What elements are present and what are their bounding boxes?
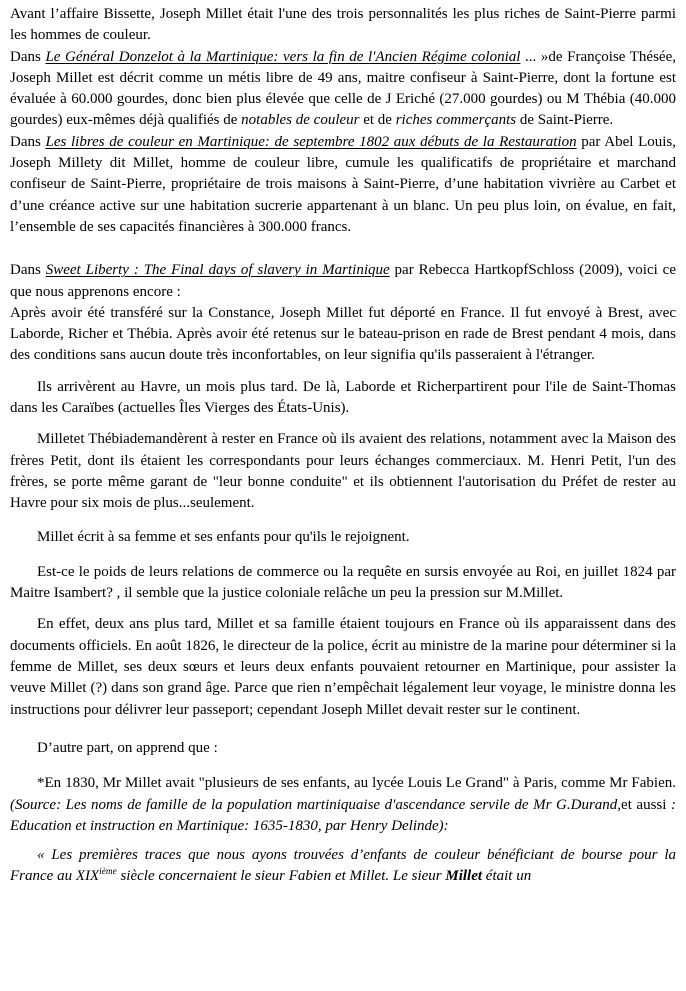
- book-title: Les libres de couleur en Martinique: de septembre 1802 aux débuts de la Restauration: [45, 133, 577, 150]
- paragraph-deportation: [10, 303, 676, 367]
- text-segment: : Education et instruction en Martinique: 1635-1830, par Henry Delinde):: [10, 796, 676, 834]
- paragraph-bissette-intro: [10, 4, 676, 47]
- text-segment: Dans: [10, 262, 46, 279]
- text-segment: était un: [482, 868, 532, 885]
- paragraph-arrivee-havre: [10, 377, 676, 420]
- paragraph-lettre-famille: [10, 527, 676, 548]
- text-segment: par Abel Louis, Joseph Millety dit Millet, homme de couleur libre, cumule les qualificatifs de propriétaire et marchand confiseur de Saint-Pierre, propriétaire de trois maisons à Saint-Pierre, d’une habitation vivrière au Carbet et d’une créance active sur une habitation sucrerie appartenant à un blanc. Un peu plus loin, on évalue, en fait, l’ensemble de ses capacités financières à 300.000 francs.: [10, 133, 677, 235]
- paragraph-sweet-liberty-source: [10, 260, 676, 303]
- book-title: Sweet Liberty : The Final days of slavery in Martinique: [45, 262, 390, 279]
- text-segment: par Rebecca HartkopfSchloss (2009), voici ce que nous apprenons encore :: [10, 262, 676, 300]
- text-segment: (Source: Les noms de famille de la population martiniquaise d'ascendance servile de Mr G.Durand,: [10, 796, 622, 813]
- text-segment: notables de couleur: [241, 112, 360, 129]
- text-segment: et de: [359, 112, 396, 129]
- text-segment: Après avoir été transféré sur la Constance, Joseph Millet fut déporté en France. Il fut envoyé à Brest, avec Laborde, Richer et Thébia. Après avoir été retenus sur le bateau-prison en rade de Brest pendant 4 mois, dans des conditions sans aucun doute très inconfortables, on leur signifia qu'ils passeraient à l'étranger.: [10, 304, 676, 364]
- paragraph-lycee-1830: [10, 773, 676, 837]
- text-segment: Millet écrit à sa femme et ses enfants pour qu'ils le rejoignent.: [37, 528, 410, 545]
- text-segment: Dans: [10, 48, 46, 65]
- text-segment: et aussi: [621, 796, 671, 813]
- paragraph-libres-de-couleur-source: [10, 132, 676, 238]
- text-segment: « Les premières traces que nous ayons trouvées d’enfants de couleur bénéficiant de bourse pour la France au XIX: [10, 847, 676, 885]
- text-segment: Est-ce le poids de leurs relations de commerce ou la requête en sursis envoyée au Roi, en juillet 1824 par Maitre Isambert? , il semble que la justice coloniale relâche un peu la pression sur M.Millet.: [10, 563, 676, 602]
- text-segment: D’autre part, on apprend que :: [37, 739, 218, 756]
- text-segment: Dans: [10, 133, 46, 150]
- text-segment: En effet, deux ans plus tard, Millet et sa famille étaient toujours en France où ils apparaissent dans des documents officiels. En août 1826, le directeur de la police, écrit au ministre de la marine pour déterminer si la femme de Millet, ses deux sœurs et leurs deux enfants pouvaient retourner en Martinique, pour assister la veuve Millet (?) dans son grand âge. Parce que rien n’empêchait légalement leur voyage, le ministre donna les instructions pour délivrer leur passeport; cependant Joseph Millet devait rester sur le continent.: [10, 616, 676, 718]
- text-segment: ième: [99, 867, 117, 878]
- paragraph-dautre-part: [10, 738, 676, 759]
- paragraph-requete-roi: [10, 562, 676, 605]
- text-segment: de Saint-Pierre.: [516, 112, 614, 129]
- paragraph-famille-france-1826: [10, 614, 676, 720]
- paragraph-donzelot-source: [10, 47, 676, 132]
- text-segment: Millet: [445, 868, 483, 885]
- text-segment: ... »de Françoise Thésée, Joseph Millet est décrit comme un métis libre de 49 ans, maitre confiseur à Saint-Pierre, dont la fortune est évaluée à 60.000 gourdes, donc bien plus élevée que celle de J Eriché (27.000 gourdes) ou M Thébia (40.000 gourdes) eux-mêmes déjà qualifiés de: [10, 48, 676, 129]
- paragraph-freres-petit: [10, 429, 676, 514]
- book-title: Le Général Donzelot à la Martinique: vers la fin de l'Ancien Régime colonial: [45, 48, 521, 65]
- text-segment: siècle concernaient le sieur Fabien et Millet. Le sieur: [116, 868, 446, 885]
- text-segment: Ils arrivèrent au Havre, un mois plus tard. De là, Laborde et Richerpartirent pour l'ile de Saint-Thomas dans les Caraïbes (actuelles Îles Vierges des États-Unis).: [10, 378, 676, 417]
- paragraph-citation-bourse: [10, 845, 676, 888]
- text-segment: Milletet Thébiademandèrent à rester en France où ils avaient des relations, notamment avec la Maison des frères Petit, dont ils étaient les correspondants pour leurs échanges commerciaux. M. Henri Petit, l'un des frères, se porte même garant de "leur bonne conduite" et ils obtiennent l'autorisation du Préfet de rester au Havre pour six mois de plus...seulement.: [10, 431, 676, 512]
- text-segment: *En 1830, Mr Millet avait "plusieurs de ses enfants, au lycée Louis Le Grand" à Paris, comme Mr Fabien.: [37, 775, 676, 792]
- text-segment: Avant l’affaire Bissette, Joseph Millet était l'une des trois personnalités les plus riches de Saint-Pierre parmi les hommes de couleur.: [10, 6, 676, 44]
- text-segment: riches commerçants: [395, 112, 517, 129]
